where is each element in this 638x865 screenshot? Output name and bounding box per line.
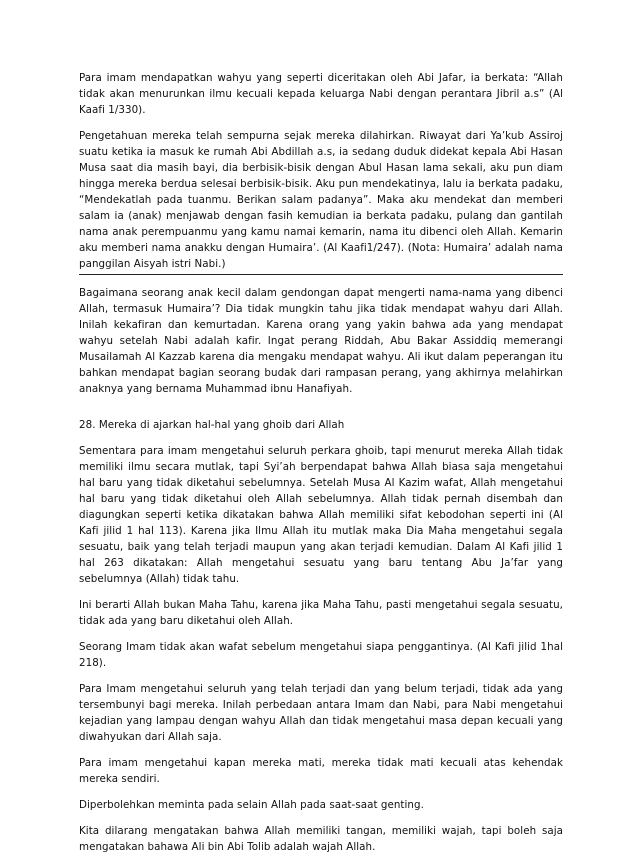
document-body	[79, 70, 563, 865]
paragraph-sementara: Sementara para imam mengetahui seluruh perkara ghoib, tapi menurut mereka Allah tidak memiliki ilmu secara mutlak, tapi Syi’ah berpendapat bahwa Allah biasa saja mengetahui hal baru yang tidak diketahui sebelumnya. Setelah Musa Al Kazim wafat, Allah mengetahui hal baru yang tidak diketahui oleh Allah sebelumnya. Allah tidak pernah disembah dan diagungkan seperti ketika dikatakan bahwa Allah memiliki sifat kebodohan seperti ini (Al Kafi jilid 1 hal 113). Karena jika Ilmu Allah itu mutlak maka Dia Maha mengetahui segala sesuatu, baik yang telah terjadi maupun yang akan terjadi kemudian. Dalam Al Kafi jilid 1 hal 263 dikatakan: Allah mengetahui sesuatu yang baru tentang Abu Ja’far yang sebelumnya (Allah) tidak tahu.	[79, 445, 563, 585]
paragraph-ini-berarti: Ini berarti Allah bukan Maha Tahu, karena jika Maha Tahu, pasti mengetahui segala sesuatu, tidak ada yang baru diketahui oleh Allah.	[79, 599, 563, 627]
paragraph-seorang-imam: Seorang Imam tidak akan wafat sebelum mengetahui siapa penggantinya. (Al Kafi jilid 1hal 218).	[79, 641, 563, 669]
paragraph-bagaimana: Bagaimana seorang anak kecil dalam gendongan dapat mengerti nama-nama yang dibenci Allah, termasuk Humaira’? Dia tidak mungkin tahu jika tidak mendapat wahyu dari Allah. Inilah kekafiran dan kemurtadan. Karena orang yang yakin bahwa ada yang mendapat wahyu setelah Nabi adalah kafir. Ingat perang Riddah, Abu Bakar Assiddiq memerangi Musailamah Al Kazzab karena dia mengaku mendapat wahyu. Ali ikut dalam peperangan itu bahkan mendapat bagian seorang budak dari rampasan perang, yang akhirnya melahirkan anaknya yang bernama Muhammad ibnu Hanafiyah.	[79, 287, 563, 395]
paragraph-para-imam-mengetahui: Para Imam mengetahui seluruh yang telah terjadi dan yang belum terjadi, tidak ada yang tersembunyi bagi mereka. Inilah perbedaan antara Imam dan Nabi, para Nabi mengetahui kejadian yang lampau dengan wahyu Allah dan tidak mengetahui masa depan kecuali yang diwahyukan dari Allah saja.	[79, 683, 563, 743]
paragraph-imam-wahyu: Para imam mendapatkan wahyu yang seperti diceritakan oleh Abi Jafar, ia berkata: “Allah tidak akan menurunkan ilmu kecuali kepada keluarga Nabi dengan perantara Jibril a.s” (Al Kaafi 1/330).	[79, 72, 563, 116]
paragraph-diperbolehkan: Diperbolehkan meminta pada selain Allah pada saat-saat genting.	[79, 799, 424, 811]
section-heading-28: 28. Mereka di ajarkan hal-hal yang ghoib dari Allah	[79, 419, 345, 431]
paragraph-kapan-mati: Para imam mengetahui kapan mereka mati, mereka tidak mati kecuali atas kehendak mereka sendiri.	[79, 757, 563, 785]
paragraph-pengetahuan: Pengetahuan mereka telah sempurna sejak mereka dilahirkan. Riwayat dari Ya’kub Assiroj suatu ketika ia masuk ke rumah Abi Abdillah a.s, ia sedang duduk didekat kepala Abi Hasan Musa saat dia masih bayi, dia berbisik-bisik dengan Abul Hasan lama sekali, aku pun diam hingga mereka berdua selesai berbisik-bisik. Aku pun mendekatinya, lalu ia berkata padaku, “Mendekatlah pada tuanmu. Berikan salam padanya”. Maka aku mendekat dan memberi salam ia (anak) menjawab dengan fasih kemudian ia berkata padaku, pulang dan gantilah nama anak perempuanmu yang kamu namai kemarin, nama itu dibenci oleh Allah. Kemarin aku memberi nama anakku dengan Humaira’. (Al Kaafi1/247). (Nota: Humaira’ adalah nama panggilan Aisyah istri Nabi.)	[79, 130, 563, 270]
divider-line	[79, 274, 563, 275]
paragraph-kita-dilarang: Kita dilarang mengatakan bahwa Allah memiliki tangan, memiliki wajah, tapi boleh saja mengatakan bahawa Ali bin Abi Tolib adalah wajah Allah.	[79, 825, 563, 853]
